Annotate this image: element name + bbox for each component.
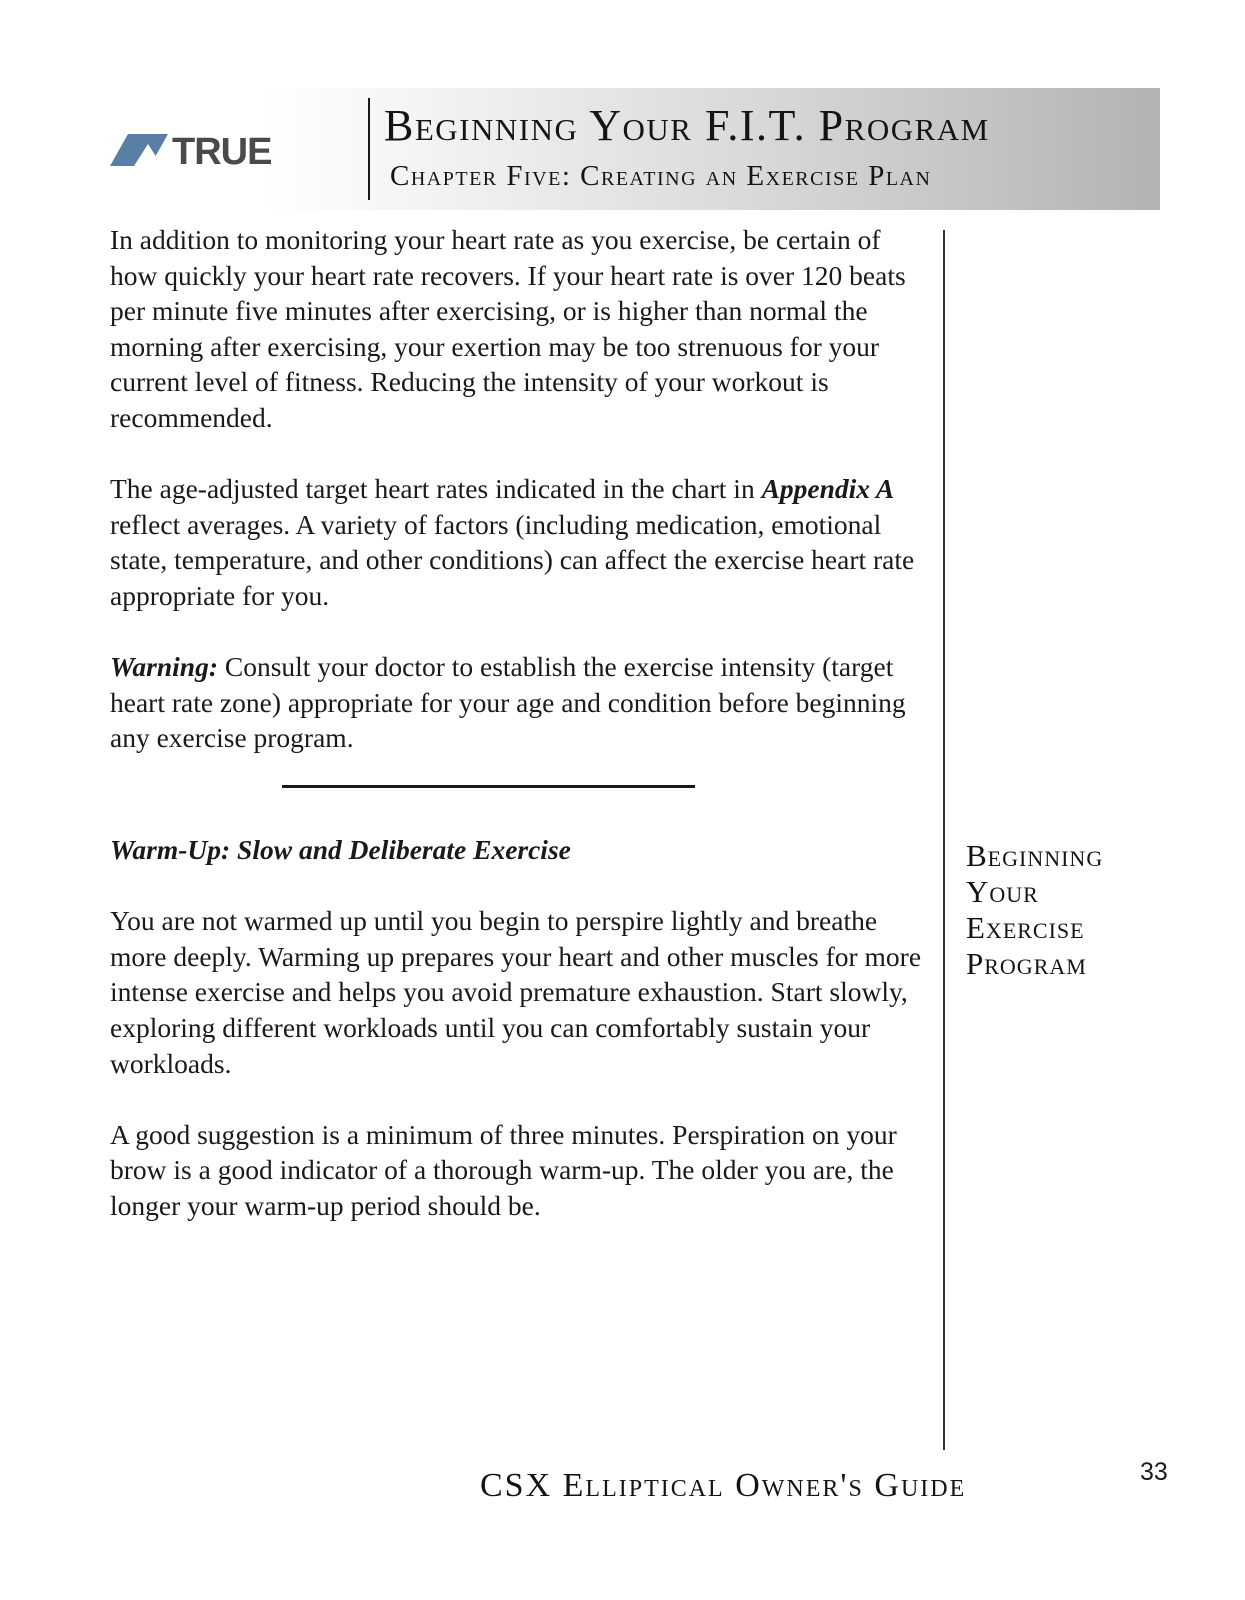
warmup-heading: Warm-Up: Slow and Deliberate Exercise xyxy=(110,834,571,865)
page-number: 33 xyxy=(1140,1458,1168,1486)
header-divider xyxy=(368,98,370,200)
warning-label: Warning: xyxy=(110,651,218,683)
logo-wordmark: TRUE xyxy=(172,134,272,166)
sidebar-line: Program xyxy=(966,946,1087,981)
book-title: Beginning Your F.I.T. Program xyxy=(384,101,990,150)
sidebar-line: Exercise xyxy=(966,910,1085,945)
sidebar-line: Beginning xyxy=(966,838,1104,873)
sidebar-line: Your xyxy=(966,874,1039,909)
paragraph-target-suffix: reflect averages. A variety of factors (including medication, emotional state, temperature, and other conditions) can affect the exercise heart rate appropriate for you. xyxy=(110,508,915,611)
column-divider xyxy=(943,230,945,1450)
paragraph-target-prefix: The age-adjusted target heart rates indicated in the chart in xyxy=(110,473,755,505)
paragraph-warming-up: You are not warmed up until you begin to perspire lightly and breathe more deeply. Warming up prepares your heart and other muscles for more intense exercise and helps you avoid premature exhaustion. Start slowly, exploring different workloads until you can comfortably sustain your workloads. xyxy=(110,905,922,1079)
chapter-title: Chapter Five: Creating an Exercise Plan xyxy=(390,160,932,192)
paragraph-heart-rate-recovery: In addition to monitoring your heart rate as you exercise, be certain of how quickly your heart rate recovers. If your heart rate is over 120 beats per minute five minutes after exercising, or is higher than normal the morning after exercising, your exertion may be too strenuous for your current level of fitness. Reducing the intensity of your workout is recommended. xyxy=(110,224,906,433)
warning-text: Consult your doctor to establish the exercise intensity (target heart rate zone) appropriate for your age and condition before beginning any exercise program. xyxy=(110,651,906,754)
section-divider xyxy=(282,785,695,788)
warmup-section xyxy=(110,832,925,1224)
true-logo-mark xyxy=(110,134,330,166)
appendix-reference: Appendix A xyxy=(761,473,895,505)
paragraph-warmup-duration: A good suggestion is a minimum of three minutes. Perspiration on your brow is a good indicator of a thorough warm-up. The older you are, the longer your warm-up period should be. xyxy=(110,1118,897,1221)
footer-guide-title: CSX Elliptical Owner's Guide xyxy=(480,1467,967,1504)
main-content xyxy=(110,222,925,756)
sidebar-section-label xyxy=(966,838,1216,982)
warning-paragraph xyxy=(110,649,925,756)
paragraph-target-heart-rates xyxy=(110,471,925,613)
true-logo xyxy=(110,134,330,166)
